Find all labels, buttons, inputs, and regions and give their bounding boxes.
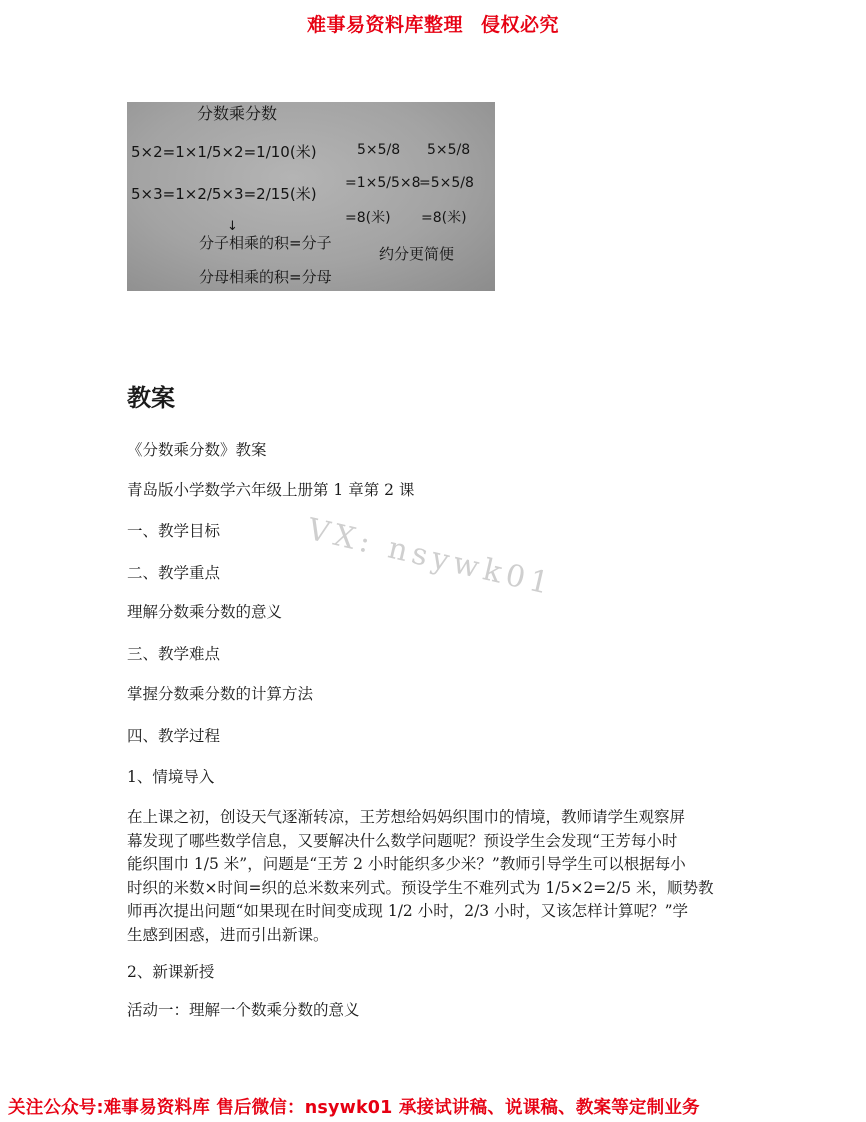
heading-intro: 1、情境导入 [127,768,215,786]
handwritten-notes-photo [127,102,495,291]
paragraph-line: 幕发现了哪些数学信息，又要解决什么数学问题呢？预设学生会发现“王芳每小时 [127,831,678,850]
difficulty-text: 掌握分数乘分数的计算方法 [127,685,314,703]
photo-line-1: 5×2=1×1/5×2=1/10(米) [131,143,317,161]
watermark: VX: nsywk01 [304,512,557,603]
photo-line-2: 5×3=1×2/5×3=2/15(米) [131,185,317,203]
intro-paragraph [127,806,747,947]
paragraph-line: 能织围巾 1/5 米”，问题是“王芳 2 小时能织多少米？”教师引导学生可以根据每小 [127,855,686,873]
photo-title: 分数乘分数 [197,104,278,123]
paragraph-line: 生感到困惑，进而引出新课。 [127,925,329,944]
paragraph-line: 时织的米数×时间=织的总米数来列式。预设学生不难列式为 1/5×2=2/5 米，顺势教 [127,878,714,897]
photo-line-6: 5×5/8 [357,142,401,158]
activity-one: 活动一：理解一个数乘分数的意义 [127,1001,360,1019]
photo-line-12: 约分更简便 [379,245,455,263]
photo-line-11: =8(米) [421,210,467,226]
course-info: 青岛版小学数学六年级上册第 1 章第 2 课 [127,481,415,499]
handwriting-svg [127,102,495,291]
heading-new-lesson: 2、新课新授 [127,963,215,981]
footer-banner: 关注公众号:难事易资料库 售后微信：nsywk01 承接试讲稿、说课稿、教案等定制业务 [8,1098,700,1118]
lesson-plan-title: 《分数乘分数》教案 [127,441,267,459]
photo-line-4: 分子相乘的积=分子 [199,234,332,252]
heading-difficulties: 三、教学难点 [127,645,221,663]
heading-key-points: 二、教学重点 [127,564,221,582]
header-banner [0,10,866,37]
heading-process: 四、教学过程 [127,727,221,745]
photo-arrow: ↓ [227,219,238,234]
heading-objectives: 一、教学目标 [127,522,221,540]
header-left-text: 难事易资料库整理 [306,14,463,36]
paragraph-line: 师再次提出问题“如果现在时间变成现 1/2 小时，2/3 小时，又该怎样计算呢？”学 [127,902,689,920]
photo-line-7: =1×5/5×8 [345,175,421,191]
photo-line-8: =8(米) [345,210,391,226]
header-right-text: 侵权必究 [481,14,560,36]
paragraph-line: 在上课之初，创设天气逐渐转凉，王芳想给妈妈织围巾的情境，教师请学生观察屏 [127,808,686,826]
photo-line-9: 5×5/8 [427,142,471,158]
photo-line-10: =5×5/8 [419,175,474,191]
key-point-text: 理解分数乘分数的意义 [127,603,283,621]
section-title: 教案 [127,384,175,412]
photo-line-5: 分母相乘的积=分母 [199,268,332,286]
